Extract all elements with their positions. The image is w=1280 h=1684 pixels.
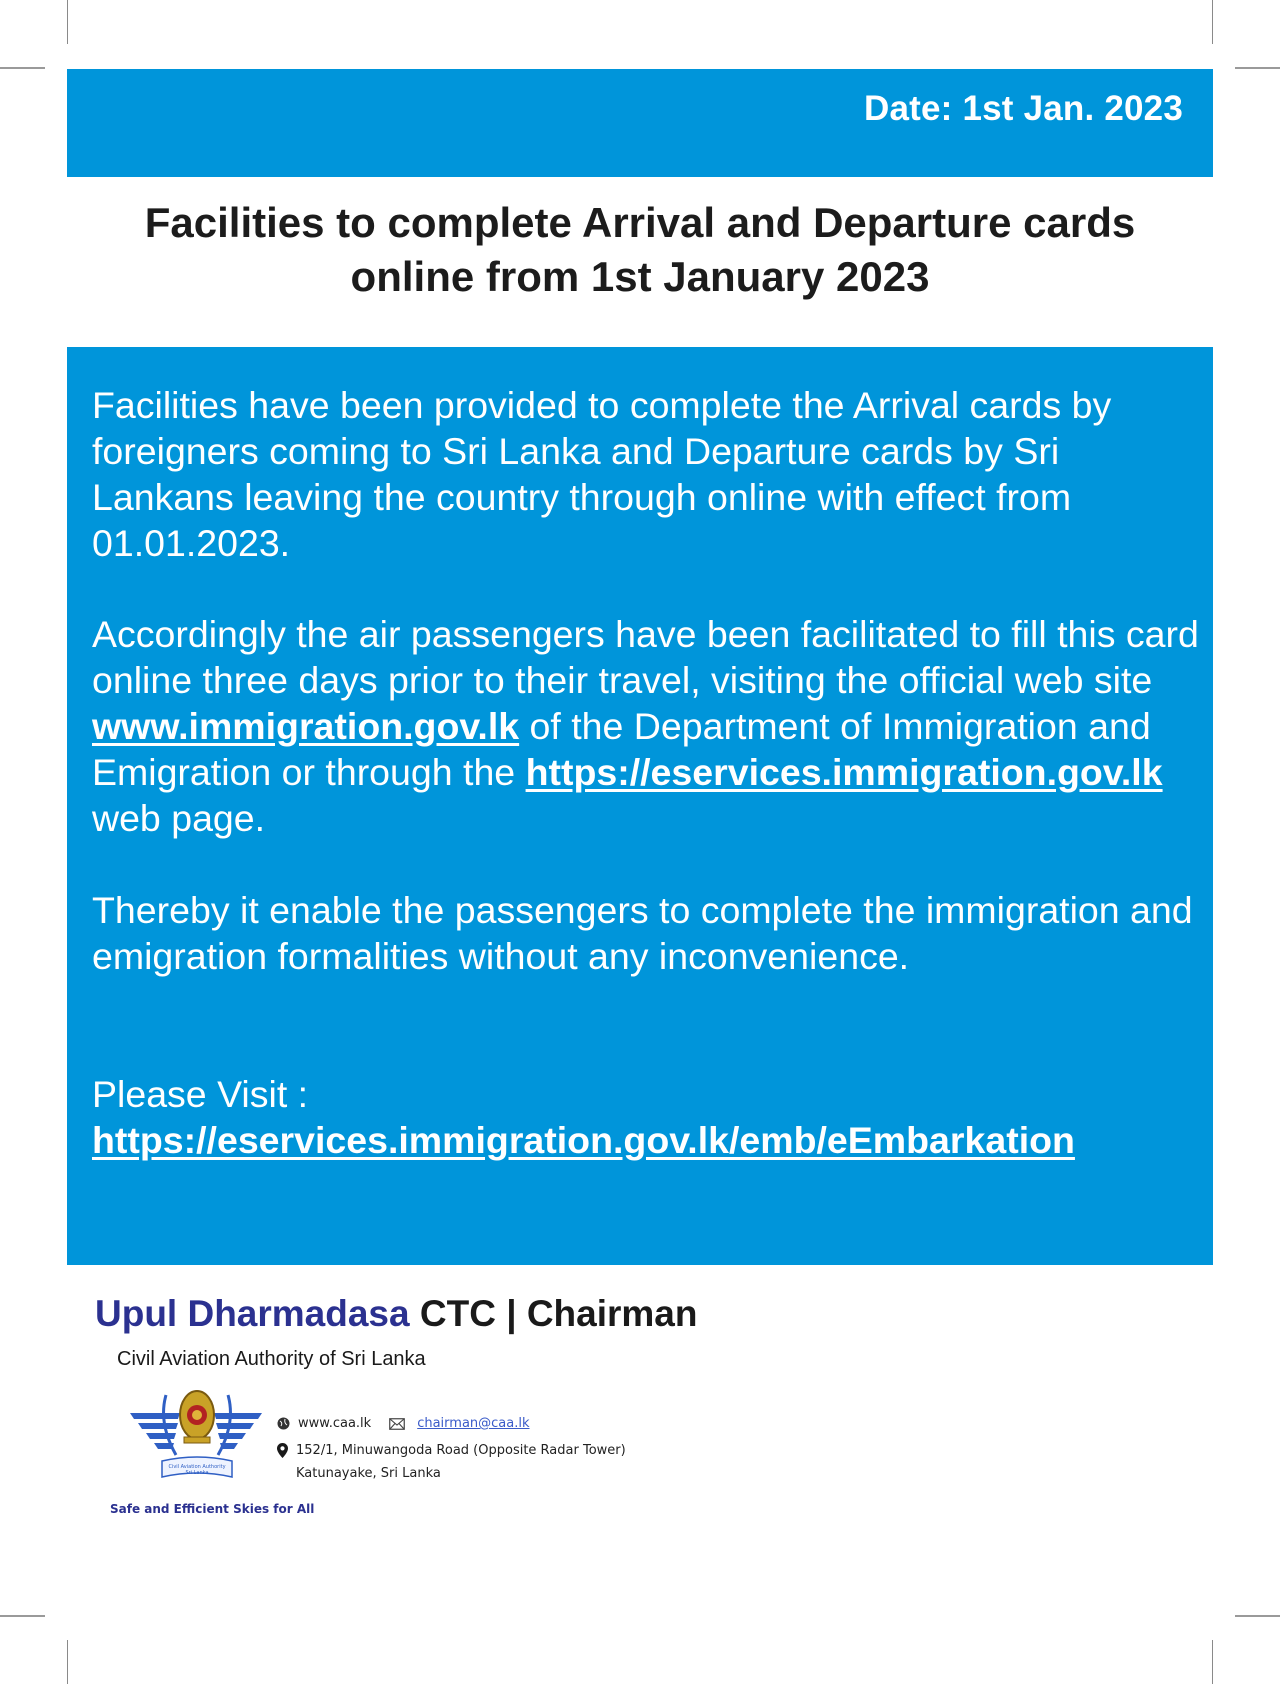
- crop-mark: [1212, 1640, 1213, 1684]
- logo-caption: Civil Aviation Authority: [168, 1464, 226, 1470]
- crop-mark: [67, 1640, 68, 1684]
- caa-tagline: Safe and Efficient Skies for All: [110, 1502, 315, 1516]
- immigration-website-link[interactable]: www.immigration.gov.lk: [92, 705, 520, 747]
- visit-label: Please Visit :: [92, 1073, 309, 1115]
- crop-mark: [1212, 0, 1213, 44]
- signatory-role: CTC | Chairman: [419, 1293, 698, 1334]
- crop-mark: [1235, 67, 1280, 69]
- svg-text:Sri Lanka: Sri Lanka: [185, 1470, 209, 1476]
- crop-mark: [67, 0, 68, 44]
- crop-mark: [0, 67, 45, 69]
- map-pin-icon: [277, 1443, 288, 1458]
- address-line-2: Katunayake, Sri Lanka: [296, 1466, 441, 1481]
- visit-section: [92, 1071, 1202, 1163]
- address-line-1: 152/1, Minuwangoda Road (Opposite Radar Tower): [296, 1443, 626, 1458]
- title-line-2: online from 1st January 2023: [350, 253, 930, 300]
- website-text[interactable]: www.caa.lk: [298, 1416, 372, 1431]
- crop-mark: [1235, 1615, 1280, 1617]
- eembarkation-link[interactable]: https://eservices.immigration.gov.lk/emb/eEmbarkation: [92, 1119, 1075, 1161]
- date-banner: [67, 69, 1213, 177]
- paragraph-text: of the Department of Immigration and Emigration or through the: [92, 705, 1151, 793]
- paragraph-benefit: Thereby it enable the passengers to complete the immigration and emigration formalities without any inconvenience.: [92, 889, 1193, 977]
- globe-icon: [277, 1417, 290, 1430]
- title-line-1: Facilities to complete Arrival and Departure cards: [144, 199, 1136, 246]
- crop-mark: [0, 1615, 45, 1617]
- caa-logo-icon: [128, 1383, 266, 1483]
- notice-title: [67, 196, 1213, 304]
- paragraph-text: Accordingly the air passengers have been facilitated to fill this card online three days prior to their travel, visiting the official web site: [92, 613, 1199, 701]
- notice-body: [67, 347, 1213, 1265]
- contact-address: [277, 1443, 626, 1458]
- signatory: [95, 1293, 697, 1335]
- paragraph-text: web page.: [92, 797, 266, 839]
- email-link[interactable]: chairman@caa.lk: [417, 1416, 530, 1431]
- signatory-name: Upul Dharmadasa: [95, 1293, 410, 1334]
- envelope-icon: [389, 1418, 405, 1430]
- eservices-link[interactable]: https://eservices.immigration.gov.lk: [525, 751, 1163, 793]
- contact-web-email: [277, 1416, 530, 1431]
- paragraph-instructions: [92, 611, 1202, 841]
- paragraph-facilities: Facilities have been provided to complete the Arrival cards by foreigners coming to Sri Lanka and Departure cards by Sri Lankans leaving the country through online with effect from 01.01.2023.: [92, 384, 1112, 564]
- notice-date: Date: 1st Jan. 2023: [864, 89, 1183, 128]
- organization-name: Civil Aviation Authority of Sri Lanka: [117, 1348, 426, 1370]
